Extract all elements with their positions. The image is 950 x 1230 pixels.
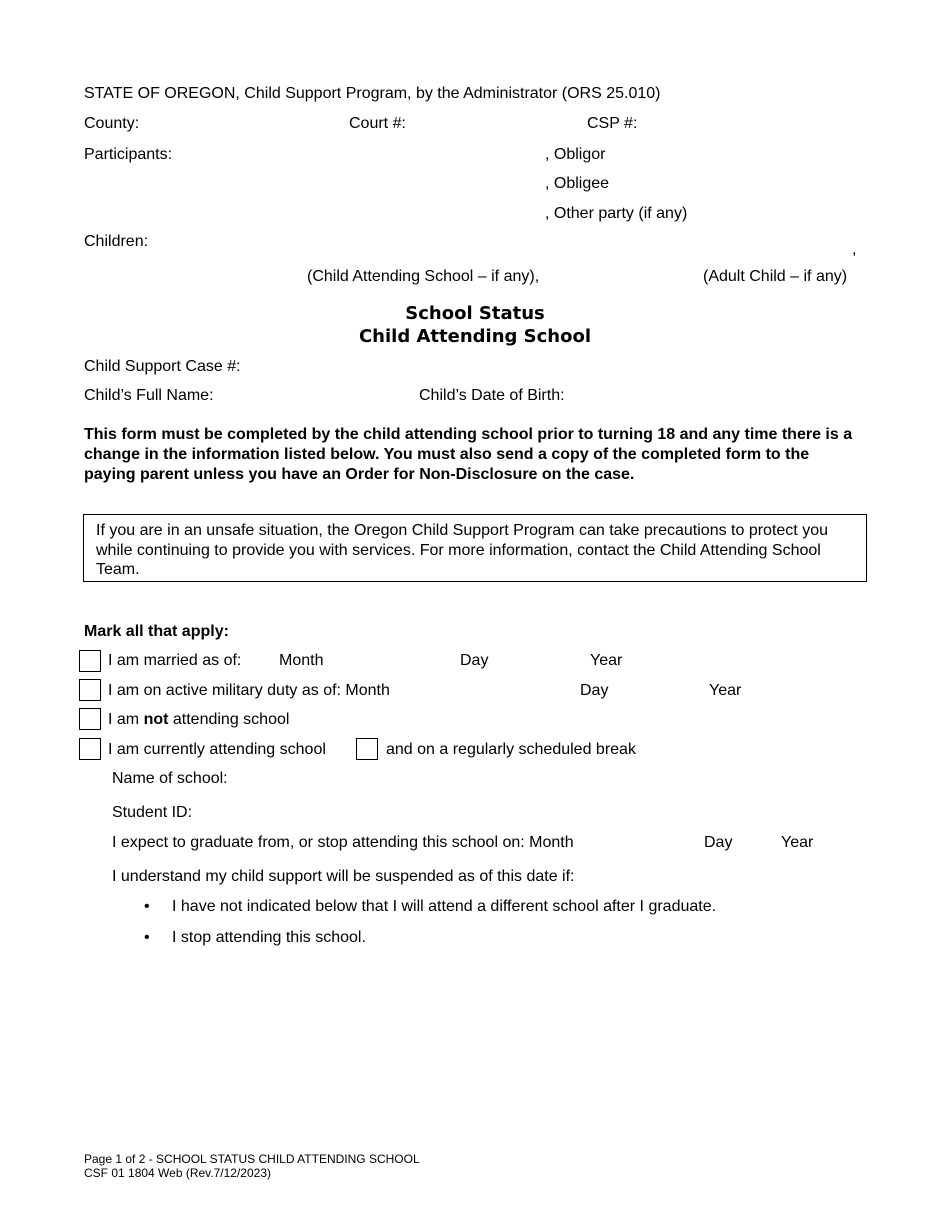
- obligee-label: , Obligee: [545, 175, 610, 192]
- married-checkbox[interactable]: [79, 650, 101, 672]
- married-label: I am married as of:: [108, 652, 242, 669]
- case-number-label: Child Support Case #:: [84, 358, 241, 375]
- csp-label: CSP #:: [587, 115, 638, 132]
- state-line: STATE OF OREGON, Child Support Program, by the Administrator (ORS 25.010): [84, 85, 661, 102]
- bullet-item: I stop attending this school.: [172, 929, 366, 946]
- footer-form-id: CSF 01 1804 Web (Rev.7/12/2023): [84, 1166, 271, 1180]
- court-label: Court #:: [349, 115, 406, 132]
- married-day-label: Day: [460, 652, 489, 669]
- page-title: School Status: [405, 303, 545, 324]
- footer-page-info: Page 1 of 2 - SCHOOL STATUS CHILD ATTENDING SCHOOL: [84, 1152, 420, 1166]
- graduate-day-label: Day: [704, 834, 733, 851]
- obligor-label: , Obligor: [545, 146, 606, 163]
- bullet-item: I have not indicated below that I will attend a different school after I graduate.: [172, 898, 717, 915]
- page-subtitle: Child Attending School: [358, 326, 592, 347]
- not-attending-label: I am not attending school: [108, 711, 290, 728]
- married-year-label: Year: [590, 652, 623, 669]
- military-day-label: Day: [580, 682, 609, 699]
- mark-all-heading: Mark all that apply:: [84, 623, 229, 640]
- attending-label: I am currently attending school: [108, 741, 326, 758]
- instructions-paragraph: This form must be completed by the child attending school prior to turning 18 and any time there is a change in the information listed below. You must also send a copy of the completed form to the paying parent unless you have an Order for Non-Disclosure on the case.: [84, 426, 853, 483]
- child-name-label: Child’s Full Name:: [84, 387, 214, 404]
- understand-label: I understand my child support will be suspended as of this date if:: [112, 868, 575, 885]
- married-month-label: Month: [279, 652, 324, 669]
- child-dob-label: Child’s Date of Birth:: [419, 387, 565, 404]
- bullet-icon: •: [144, 929, 150, 946]
- other-party-label: , Other party (if any): [545, 205, 688, 222]
- student-id-label: Student ID:: [112, 804, 193, 821]
- military-year-label: Year: [709, 682, 742, 699]
- participants-label: Participants:: [84, 146, 173, 163]
- break-label: and on a regularly scheduled break: [386, 741, 636, 758]
- children-comma: ,: [852, 241, 857, 258]
- graduate-year-label: Year: [781, 834, 814, 851]
- not-attending-checkbox[interactable]: [79, 708, 101, 730]
- children-label: Children:: [84, 233, 149, 250]
- child-school-label: (Child Attending School – if any),: [307, 268, 540, 285]
- adult-child-label: (Adult Child – if any): [703, 268, 848, 285]
- military-label: I am on active military duty as of: Month: [108, 682, 390, 699]
- break-checkbox[interactable]: [356, 738, 378, 760]
- graduate-label: I expect to graduate from, or stop attending this school on: Month: [112, 834, 574, 851]
- attending-checkbox[interactable]: [79, 738, 101, 760]
- bullet-icon: •: [144, 898, 150, 915]
- safety-notice-box: If you are in an unsafe situation, the Oregon Child Support Program can take precautions to protect you while continuing to provide you with services. For more information, contact the Child Attending School Team.: [83, 514, 867, 582]
- military-checkbox[interactable]: [79, 679, 101, 701]
- school-name-label: Name of school:: [112, 770, 228, 787]
- county-label: County:: [84, 115, 140, 132]
